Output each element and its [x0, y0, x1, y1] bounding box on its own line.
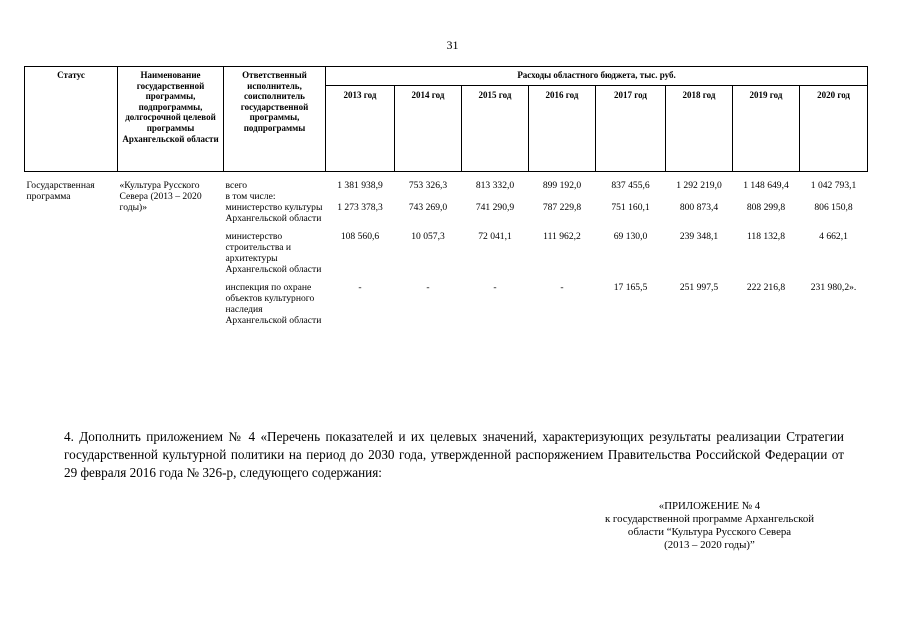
value-cell: 1 273 378,3 — [337, 202, 383, 213]
value-cell: 4 662,1 — [819, 231, 848, 242]
body-paragraph — [64, 428, 844, 482]
value-cell — [529, 191, 596, 202]
value-cell: 1 292 219,0 — [676, 180, 722, 191]
header-program-name: Наименование государственной программы, подпрограммы, долгосрочной целевой программы Архангельской области — [118, 67, 224, 172]
appendix-heading — [552, 500, 867, 552]
value-cell: 813 332,0 — [475, 180, 515, 191]
value-cell: - — [358, 282, 362, 293]
value-cell: 1 381 938,9 — [337, 180, 383, 191]
value-cell: 1 042 793,1 — [810, 180, 857, 191]
value-cell: 787 229,8 — [542, 202, 582, 213]
header-year: 2015 год — [462, 86, 529, 172]
value-cell: 837 455,6 — [611, 180, 650, 191]
header-year: 2018 год — [666, 86, 733, 172]
header-year: 2016 год — [529, 86, 596, 172]
value-cell: 899 192,0 — [542, 180, 582, 191]
value-cell — [395, 191, 462, 202]
appendix-title: «ПРИЛОЖЕНИЕ № 4 — [658, 500, 761, 512]
value-cell: 751 160,1 — [611, 202, 650, 213]
header-year: 2014 год — [395, 86, 462, 172]
value-cell — [596, 191, 666, 202]
header-status: Статус — [25, 67, 118, 172]
appendix-subtitle-line: к государственной программе Архангельской — [604, 513, 815, 525]
value-cell: 10 057,3 — [411, 231, 445, 242]
value-cell: 239 348,1 — [679, 231, 719, 242]
header-expenses-group: Расходы областного бюджета, тыс. руб. — [326, 67, 868, 86]
appendix-subtitle-line: области “Культура Русского Севера — [627, 526, 792, 538]
value-cell: 222 216,8 — [746, 282, 786, 293]
page-number: 31 — [446, 38, 459, 52]
body-paragraph-text: 4. Дополнить приложением № 4 «Перечень показателей и их целевых значений, характеризующих результаты реализации Стратегии государственной культурной политики на период до 2030 года, утвержденной распоряжением Правительства Российской Федерации от 29 февраля 2016 года № 326-р, следующего содержания: — [64, 429, 844, 480]
executor-cell: министерство строительства и архитектуры Архангельской области — [225, 231, 322, 275]
value-cell: - — [493, 282, 497, 293]
executor-cell: министерство культуры Архангельской области — [225, 202, 323, 224]
value-cell: 72 041,1 — [478, 231, 512, 242]
value-cell: 108 560,6 — [340, 231, 380, 242]
value-cell: 231 980,2». — [810, 282, 857, 293]
budget-table — [24, 66, 868, 326]
header-year: 2017 год — [596, 86, 666, 172]
header-executor: Ответственный исполнитель, соисполнитель государственной программы, подпрограммы — [224, 67, 326, 172]
value-cell — [462, 191, 529, 202]
value-cell: 1 148 649,4 — [743, 180, 789, 191]
value-cell: 251 997,5 — [679, 282, 719, 293]
table-row — [25, 180, 868, 191]
value-cell: 741 290,9 — [475, 202, 515, 213]
header-year: 2013 год — [326, 86, 395, 172]
executor-cell: всего — [225, 180, 248, 191]
value-cell — [733, 191, 800, 202]
value-cell — [800, 191, 868, 202]
value-cell: 806 150,8 — [814, 202, 853, 213]
value-cell: 808 299,8 — [746, 202, 786, 213]
value-cell: 743 269,0 — [408, 202, 448, 213]
header-year: 2019 год — [733, 86, 800, 172]
executor-cell: инспекция по охране объектов культурного наследия Архангельской области — [225, 282, 322, 326]
value-cell: - — [426, 282, 430, 293]
value-cell — [666, 191, 733, 202]
value-cell — [326, 191, 395, 202]
value-cell: 800 873,4 — [679, 202, 719, 213]
appendix-subtitle-line: (2013 – 2020 годы)” — [664, 539, 755, 551]
value-cell: 118 132,8 — [746, 231, 786, 242]
value-cell: 17 165,5 — [613, 282, 648, 293]
value-cell: 111 962,2 — [543, 231, 581, 242]
executor-cell: в том числе: — [225, 191, 276, 202]
value-cell: - — [560, 282, 564, 293]
value-cell: 69 130,0 — [613, 231, 648, 242]
header-year: 2020 год — [800, 86, 868, 172]
value-cell: 753 326,3 — [408, 180, 448, 191]
status-cell: Государственная программа — [26, 180, 95, 202]
program-cell: «Культура Русского Севера (2013 – 2020 годы)» — [119, 180, 202, 213]
